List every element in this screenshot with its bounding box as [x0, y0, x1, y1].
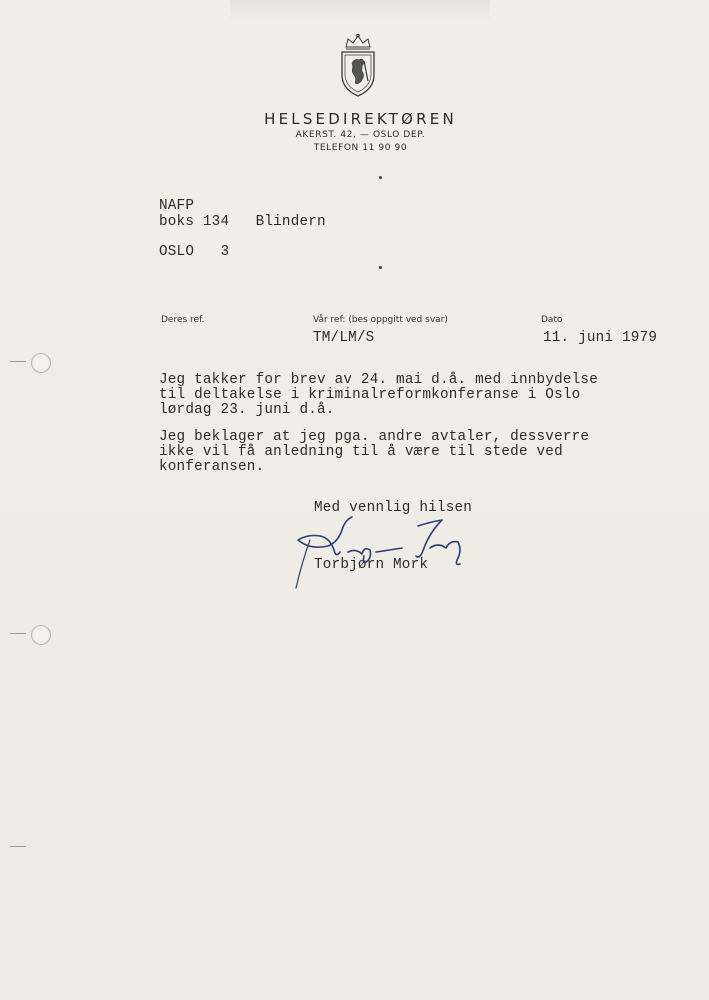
signer-name: Torbjørn Mork	[314, 557, 429, 573]
your-ref-label: Deres ref.	[161, 315, 205, 325]
date-value: 11. juni 1979	[543, 330, 658, 346]
punch-hole	[31, 353, 51, 373]
organization-phone: TELEFON 11 90 90	[313, 143, 408, 153]
handwritten-signature	[290, 512, 480, 592]
recipient-line: NAFP	[159, 198, 195, 214]
recipient-line: OSLO 3	[159, 244, 230, 260]
body-line: Jeg takker for brev av 24. mai d.å. med innbydelse	[159, 372, 598, 388]
our-ref-label: Vår ref: (bes oppgitt ved svar)	[313, 315, 448, 325]
organization-name: HELSEDIREKTØREN	[264, 110, 457, 128]
fold-mark	[10, 361, 26, 362]
punch-hole	[31, 625, 51, 645]
address-window-dot	[379, 266, 382, 269]
coat-of-arms-icon	[335, 33, 381, 99]
paper-wear	[230, 0, 490, 22]
recipient-line: boks 134 Blindern	[159, 214, 326, 230]
date-label: Dato	[541, 315, 563, 325]
fold-mark	[10, 633, 26, 634]
fold-mark	[10, 846, 26, 847]
address-window-dot	[379, 176, 382, 179]
body-line: Jeg beklager at jeg pga. andre avtaler, dessverre	[159, 429, 590, 445]
body-line: lørdag 23. juni d.å.	[159, 402, 335, 418]
body-line: konferansen.	[159, 459, 265, 475]
closing-line: Med vennlig hilsen	[314, 500, 473, 516]
organization-address: AKERST. 42, — OSLO DEP.	[295, 130, 426, 140]
our-ref-value: TM/LM/S	[313, 330, 375, 346]
body-line: til deltakelse i kriminalreformkonferanse i Oslo	[159, 387, 581, 403]
body-line: ikke vil få anledning til å være til stede ved	[159, 444, 563, 460]
